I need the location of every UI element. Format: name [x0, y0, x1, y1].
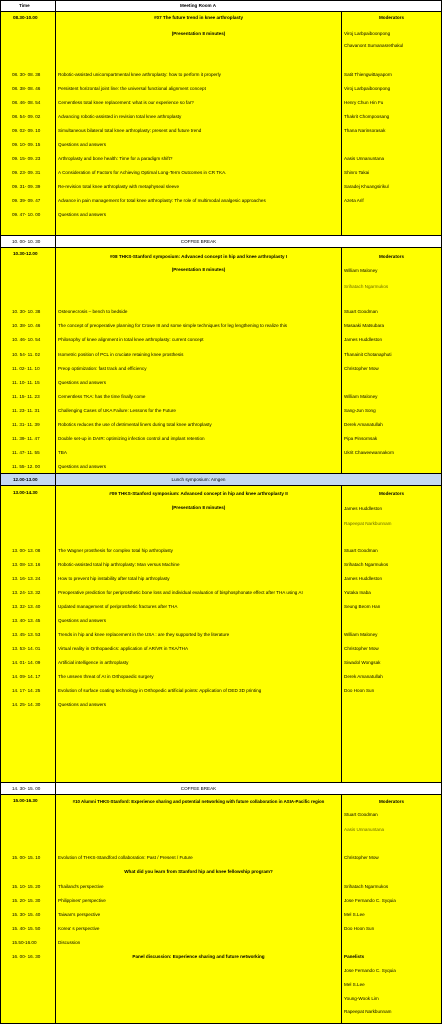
row-topic: Discussion: [58, 940, 81, 945]
row-time: 09. 23- 09. 31: [12, 170, 41, 175]
header-room: Meeting Room A: [180, 3, 217, 8]
row-topic: Preop optimization: fast track and efficiency: [58, 366, 147, 371]
row-time: 14. 25- 14. 30: [12, 702, 41, 707]
session-3-moderator: James Huddleston: [344, 506, 383, 511]
row-time: 13. 45- 13. 53: [12, 632, 41, 637]
row-time: 10. 54- 11. 02: [12, 352, 41, 357]
row-topic: Osteonecrosis – bench to bedside: [58, 309, 128, 314]
session-1-title: #07 The future trend in knee arthroplasty: [153, 15, 244, 20]
row-topic: Philippines' perspective: [58, 898, 106, 903]
panelists-label: Panelists: [344, 954, 365, 959]
row-speaker: Christopher Mow: [344, 646, 379, 651]
row-topic: Questions and answers: [58, 618, 107, 623]
row-time: 15. 10- 15. 20: [12, 884, 41, 889]
row-speaker: Seung Beom Han: [344, 604, 381, 609]
row-time: 15.50-16.00: [12, 940, 37, 945]
row-speaker: Thakrit Chompoosang: [344, 114, 390, 119]
row-time: 11. 23- 11. 31: [12, 408, 40, 413]
row-speaker: Masaaki Matsubara: [344, 323, 385, 328]
row-topic: Robotic-assisted unicompartmental knee arthroplasty: how to perform it properly: [58, 72, 221, 77]
row-topic: Thailand's perspective: [58, 884, 104, 889]
session-4-moderators-label: Moderators: [378, 799, 404, 804]
row-speaker: James Huddleston: [344, 576, 383, 581]
row-time: 09. 02- 09. 10: [12, 128, 41, 133]
row-topic: Virtual reality in Orthopaedics: application of AR/VR in TKA/THA: [58, 646, 189, 651]
row-speaker: Doo Hoon Sun: [344, 926, 375, 931]
row-topic: Artificial intelligence in arthroplasty: [58, 660, 129, 665]
break-time: 10. 00- 10. 30: [12, 239, 41, 244]
row-speaker: Thana Narinsorasak: [344, 128, 386, 133]
row-speaker: Derek Amanatullah: [344, 422, 383, 427]
row-topic: Isometric position of PCL in cruciate retaining knee prosthesis: [58, 352, 184, 357]
row-speaker: Jose Fernando C. Syquia: [344, 898, 396, 903]
row-speaker: Stuart Goodman: [344, 309, 378, 314]
row-time: 15. 00- 15. 10: [12, 855, 41, 860]
panel-discussion-title: Panel discussion: Experience sharing and future networking: [132, 954, 265, 959]
row-speaker: Stuart Goodman: [344, 548, 378, 553]
row-time: 11. 47- 11. 55: [12, 450, 40, 455]
row-topic: Questions and answers: [58, 380, 107, 385]
panelist: Young-Wook Lim: [344, 996, 379, 1001]
row-topic: Taiwan's perspective: [58, 912, 101, 917]
row-speaker: Yutaka Inaba: [344, 590, 371, 595]
row-speaker: Pipa Pinsornsak: [344, 436, 378, 441]
row-topic: Philosophy of knee alignment in total knee arthroplasty: current concept: [58, 337, 204, 342]
row-topic: How to prevent hip instability after total hip arthroplasty: [58, 576, 170, 581]
row-topic: Robotic-assisted total hip arthroplasty: Man versus Machine: [58, 562, 180, 567]
row-time: 11. 10- 11. 15: [12, 380, 40, 385]
row-topic: Questions and answers: [58, 142, 107, 147]
session-1-time: 08.30-10.00: [13, 15, 38, 20]
row-topic: Robotics reduces the use of detrimental liners during total knee arthroplasty: [58, 422, 212, 427]
session-2-time: 10.30-12.00: [13, 251, 38, 256]
session-2-moderators-label: Moderators: [378, 254, 404, 259]
row-topic: Questions and answers: [58, 702, 107, 707]
row-speaker: Doo Hoon Sun: [344, 688, 375, 693]
row-speaker: Srihatach Ngarmukos: [344, 562, 389, 567]
row-time: 08. 46- 08. 54: [12, 100, 41, 105]
row-speaker: James Huddleston: [344, 337, 383, 342]
row-speaker: Derek Amanatullah: [344, 674, 383, 679]
panelist: Mel S.Lee: [344, 982, 365, 987]
row-time: 13. 00- 13. 08: [12, 548, 41, 553]
row-time: 09. 39- 09. 47: [12, 198, 41, 203]
row-time: 14. 01- 14. 09: [12, 660, 41, 665]
row-time: 11. 02- 11. 10: [12, 366, 40, 371]
session-3-presentation: (Presentation 8 minutes): [171, 505, 226, 510]
row-speaker: Siwadol Wongsak: [344, 660, 381, 665]
panelist: Jose Fernando C. Syquia: [344, 968, 396, 973]
row-time: 13. 53- 14. 01: [12, 646, 41, 651]
row-time: 08. 30- 08. 38: [12, 72, 41, 77]
row-topic: A Consideration of Factors for Achieving Optimal Long-Term Outcomes in CR TKA.: [58, 170, 227, 175]
row-time: 10. 46- 10. 54: [12, 337, 41, 342]
session-3-title: #09 THKS-Stanford symposium: Advanced concept in hip and knee arthroplasty II: [109, 491, 288, 496]
row-time: 15. 40- 15. 50: [12, 926, 41, 931]
row-speaker: William Maloney: [344, 394, 378, 399]
session-1-moderator: Chavanont Sumanasrethakul: [344, 43, 404, 48]
row-topic: Evolution of surface coating technology in Orthopedic artificial points: Application of DED 3D printing: [58, 688, 262, 693]
row-topic: Advance in pain management for total knee arthroplasty: The role of multimodal analgesic approaches: [58, 198, 266, 203]
row-time: 14. 09- 14. 17: [12, 674, 41, 679]
row-speaker: Shinro Takai: [344, 170, 370, 175]
lunch-time: 12.00-13.00: [13, 477, 38, 482]
row-speaker: Christopher Mow: [344, 855, 379, 860]
row-topic: Advancing robotic-assisted in revision total knee arthroplasty: [58, 114, 182, 119]
row-speaker: Ukrit Chaweewannakorn: [344, 450, 395, 455]
row-time: 11. 15- 11. 23: [12, 394, 40, 399]
row-speaker: Satit Thiengwittayaporn: [344, 72, 392, 77]
row-time: 09. 31- 09. 39: [12, 184, 41, 189]
row-time: 14. 17- 14. 25: [12, 688, 41, 693]
row-speaker: Christopher Mow: [344, 366, 379, 371]
session-2-moderator: Srihatach Ngarmukos: [344, 284, 389, 289]
row-speaker: William Maloney: [344, 632, 378, 637]
header-time: Time: [19, 3, 30, 8]
row-topic: Cementless TKA: has the time finally come: [58, 394, 146, 399]
row-time: 15. 30- 15. 40: [12, 912, 41, 917]
row-topic: Simultaneous bilateral total knee arthroplasty: present and future trend: [58, 128, 202, 133]
row-time: 13. 16- 13. 24: [12, 576, 41, 581]
row-topic: Updated management of periprosthetic fractures after THA: [58, 604, 178, 609]
session-2-title: #08 THKS-Stanford symposium: Advanced concept in hip and knee arthroplasty I: [109, 254, 288, 259]
row-topic: Double set-up in DAIR: optimizing infection control and implant retention: [58, 436, 205, 441]
row-topic: The unseen threat of AI in Orthopaedic surgery: [58, 674, 154, 679]
break-time: 14. 30- 15. 00: [12, 786, 41, 791]
session-4-title: #10 Alumni THKS-Stanford: Experience sharing and potential networking with future collaboration in ASIA-Pacific region: [72, 799, 325, 804]
fellowship-question: What did you learn from Stanford hip and knee fellowship program?: [124, 869, 273, 874]
row-topic: Questions and answers: [58, 464, 107, 469]
row-topic: Cementless total knee replacement: what is our experience so far?: [58, 100, 194, 105]
row-time: 11. 39- 11. 47: [12, 436, 40, 441]
session-2-presentation: (Presentation 8 minutes): [171, 267, 226, 272]
row-topic: Questions and answers: [58, 212, 107, 217]
session-1-moderator: Viroj Larbpaiboonpong: [344, 31, 391, 36]
row-speaker: Thanainit Chotanaphuti: [344, 352, 392, 357]
row-time: 11. 31- 11. 39: [12, 422, 40, 427]
break-label: COFFEE BREAK: [180, 239, 217, 244]
row-speaker: Azeta Arif: [344, 198, 364, 203]
row-time: 10. 30- 10. 38: [12, 309, 41, 314]
row-time: 08. 38- 08. 46: [12, 86, 41, 91]
session-2-moderator: William Maloney: [344, 268, 378, 273]
row-topic: Challenging Cases of UKA Failure: Lessons for the Future: [58, 408, 176, 413]
session-1-moderators-label: Moderators: [378, 15, 404, 20]
session-3-moderator: Rapeepat Narkbunnam: [344, 521, 392, 526]
row-topic: Re-revision total knee arthroplasty with metaphyseal sleeve: [58, 184, 180, 189]
row-time: 09. 47- 10. 00: [12, 212, 41, 217]
row-speaker: Mel S.Lee: [344, 912, 365, 917]
row-speaker: Sang-Jun Song: [344, 408, 376, 413]
row-time: 13. 08- 13. 16: [12, 562, 41, 567]
break-label: COFFEE BREAK: [180, 786, 217, 791]
row-speaker: Saradej Khuangsirikul: [344, 184, 389, 189]
row-topic: TBA: [58, 450, 67, 455]
row-topic: The concept of preoperative planning for Crowe III and some simple techniques for leg lengthening to realize this: [58, 323, 288, 328]
row-time: 15. 20- 15. 30: [12, 898, 41, 903]
row-speaker: Viroj Larbpaiboonpong: [344, 86, 391, 91]
row-topic: The Wagner prosthesis for complex total hip arthroplasty: [58, 548, 173, 553]
session-1-presentation: (Presentation 8 minutes): [171, 31, 226, 36]
row-time: 09. 10- 09. 15: [12, 142, 41, 147]
row-speaker: Aasis Unnanuntana: [344, 156, 385, 161]
row-time: 13. 32- 13. 40: [12, 604, 41, 609]
row-topic: Persistent horizontal joint line: the universal functional alignment concept: [58, 86, 206, 91]
row-time: 09. 15- 09. 23: [12, 156, 41, 161]
row-topic: Evolution of THKS-Standford collaboration: Past / Present / Future: [58, 855, 193, 860]
row-topic: Korea' s perspective: [58, 926, 100, 931]
row-topic: Preoperative prediction for periprosthetic bone loss and individual evaluation of bisphosphonate effect after THA using AI: [58, 590, 303, 595]
panel-time: 16. 00- 16. 30: [12, 954, 41, 959]
row-topic: Arthroplasty and bone health: Time for a paradigm shift?: [58, 156, 173, 161]
row-speaker: Henry Chun Hin Fu: [344, 100, 384, 105]
row-time: 13. 24- 13. 32: [12, 590, 41, 595]
session-3-moderators-label: Moderators: [378, 491, 404, 496]
row-topic: Trends in hip and knee replacement in the USA : are they supported by the literature: [58, 632, 230, 637]
row-time: 08. 54- 09. 02: [12, 114, 41, 119]
lunch-label: Lunch symposium: Amgen: [171, 477, 226, 482]
session-4-time: 15.00-16.30: [13, 798, 38, 803]
panelist: Rapeepat Narkbunnam: [344, 1009, 392, 1014]
session-4-moderator: Aasis Unnanuntana: [344, 827, 385, 832]
session-4-moderator: Stuart Goodman: [344, 812, 378, 817]
row-time: 11. 55- 12. 00: [12, 464, 41, 469]
row-time: 10. 38- 10. 46: [12, 323, 41, 328]
row-time: 13. 40- 13. 45: [12, 618, 41, 623]
session-3-time: 13.00-14.30: [13, 490, 38, 495]
row-speaker: Srihatach Ngarmukos: [344, 884, 389, 889]
